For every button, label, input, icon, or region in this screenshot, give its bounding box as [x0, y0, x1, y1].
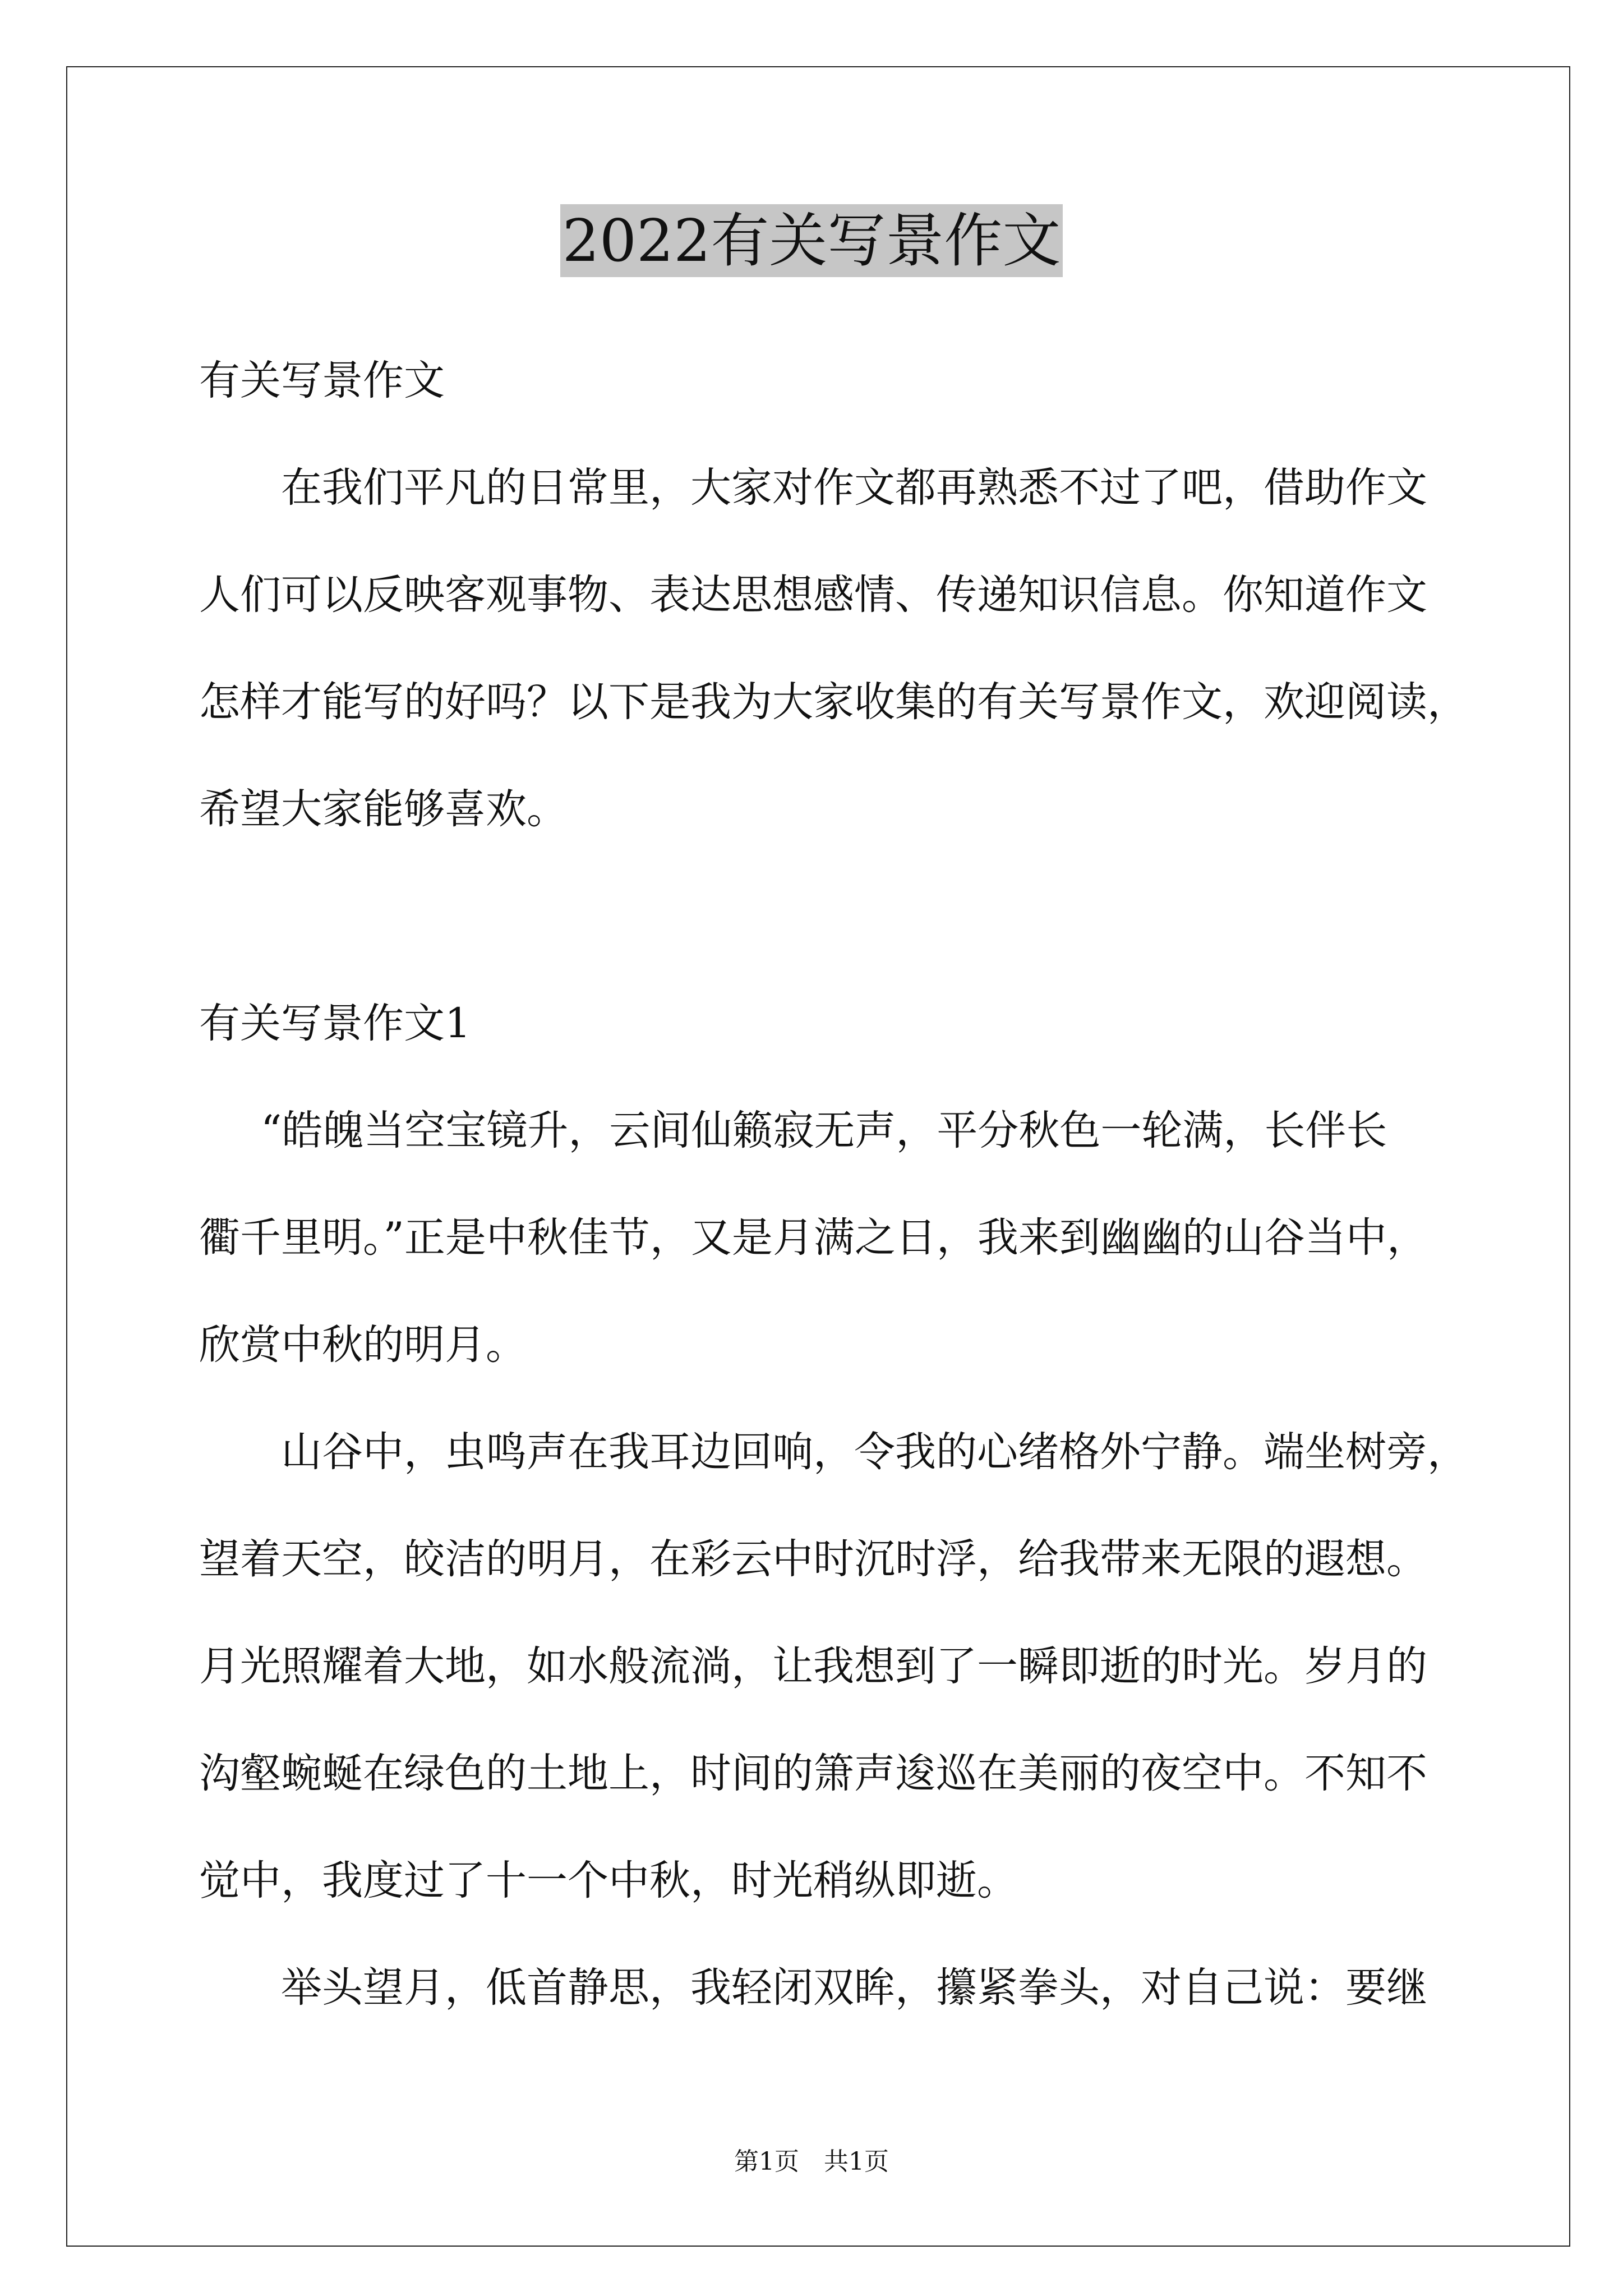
essay1-heading: 有关写景作文1	[199, 1000, 471, 1047]
document-title: 2022有关写景作文	[560, 204, 1063, 277]
document-body	[199, 327, 1534, 2041]
essay1-p1-line: 衢千里明。”正是中秋佳节，又是月满之日，我来到幽幽的山谷当中，	[199, 1214, 1428, 1262]
intro-line: 在我们平凡的日常里，大家对作文都再熟悉不过了吧，借助作文	[281, 464, 1427, 512]
essay1-p3-line: 举头望月，低首静思，我轻闭双眸，攥紧拳头，对自己说：要继	[281, 1964, 1427, 2012]
title-row	[0, 204, 1623, 277]
intro-line: 人们可以反映客观事物、表达思想感情、传递知识信息。你知道作文	[199, 571, 1427, 619]
blank-line	[199, 863, 1534, 970]
intro-line: 希望大家能够喜欢。	[199, 785, 568, 833]
intro-heading: 有关写景作文	[199, 357, 445, 404]
essay1-p1-line: 欣赏中秋的明月。	[199, 1321, 527, 1369]
essay1-p2-line: 望着天空，皎洁的明月，在彩云中时沉时浮，给我带来无限的遐想。	[199, 1535, 1427, 1583]
page-footer: 第1页 共1页	[734, 2147, 889, 2176]
essay1-p2-line: 觉中，我度过了十一个中秋，时光稍纵即逝。	[199, 1857, 1018, 1904]
essay1-p2-line: 山谷中，虫鸣声在我耳边回响，令我的心绪格外宁静。端坐树旁，	[281, 1428, 1468, 1476]
essay1-p2-line: 沟壑蜿蜒在绿色的土地上，时间的箫声逡巡在美丽的夜空中。不知不	[199, 1750, 1427, 1797]
essay1-p1-line: “皓魄当空宝镜升，云间仙籁寂无声，平分秋色一轮满，长伴长	[261, 1107, 1387, 1154]
intro-line: 怎样才能写的好吗？以下是我为大家收集的有关写景作文，欢迎阅读，	[199, 678, 1468, 726]
essay1-p2-line: 月光照耀着大地，如水般流淌，让我想到了一瞬即逝的时光。岁月的	[199, 1642, 1427, 1690]
